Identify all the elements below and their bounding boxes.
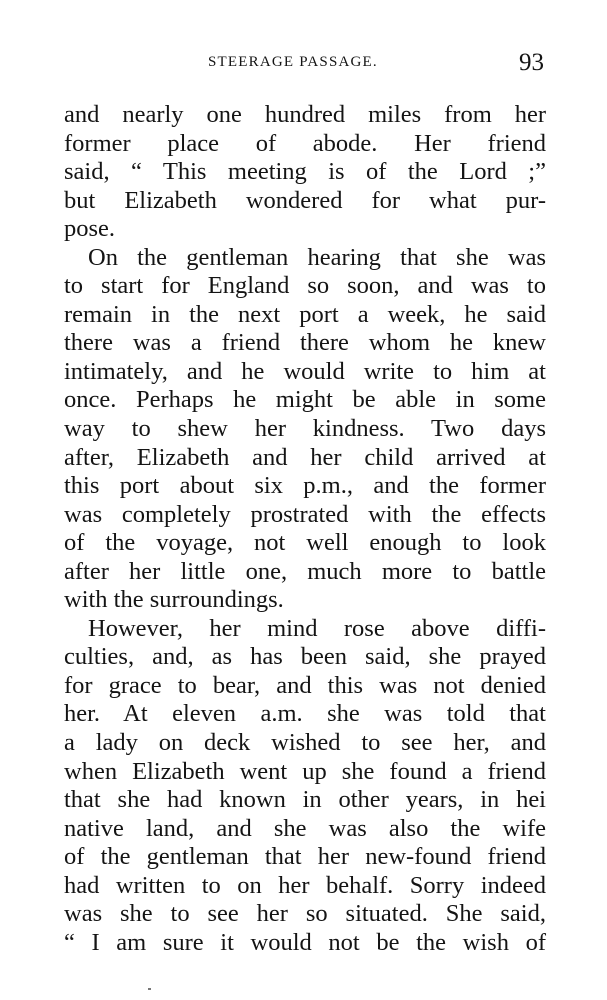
text-line: with the surroundings. <box>64 586 284 614</box>
text-line: and nearly one hundred miles from her <box>64 101 546 128</box>
page-header <box>0 49 607 82</box>
text-line: to start for England so soon, and was to <box>64 272 546 300</box>
text-line: a lady on deck wished to see her, and <box>64 729 546 757</box>
text-line: after, Elizabeth and her child arrived at <box>64 443 546 471</box>
text-line: On the gentleman hearing that she was <box>88 243 546 271</box>
text-line: when Elizabeth went up she found a friend <box>64 757 546 785</box>
text-line: of the voyage, not well enough to look <box>64 529 546 557</box>
text-line: of the gentleman that her new-found friend <box>64 843 546 871</box>
ink-speck <box>148 988 151 990</box>
text-line: this port about six p.m., and the former <box>64 472 546 500</box>
text-line: her. At eleven a.m. she was told that <box>64 700 546 728</box>
text-line: was she to see her so situated. She said, <box>64 900 546 928</box>
text-line: that she had known in other years, in hei <box>64 786 546 814</box>
text-line: remain in the next port a week, he said <box>64 300 546 328</box>
text-line: pose. <box>64 215 116 243</box>
text-line: but Elizabeth wondered for what pur- <box>64 186 546 214</box>
text-line: intimately, and he would write to him at <box>64 357 546 385</box>
text-line: once. Perhaps he might be able in some <box>64 386 546 414</box>
text-line: for grace to bear, and this was not denied <box>64 671 546 699</box>
text-line: after her little one, much more to battle <box>64 557 546 585</box>
running-head: STEERAGE PASSAGE. <box>208 54 378 70</box>
text-line: “ I am sure it would not be the wish of <box>64 928 546 956</box>
text-line: was completely prostrated with the effects <box>64 500 546 528</box>
text-line: former place of abode. Her friend <box>64 129 546 157</box>
text-line: culties, and, as has been said, she prayed <box>64 643 546 671</box>
text-line: However, her mind rose above diffi- <box>88 614 546 642</box>
body-text <box>64 101 546 957</box>
text-line: way to shew her kindness. Two days <box>64 415 546 443</box>
text-line: had written to on her behalf. Sorry indeed <box>64 871 546 899</box>
text-line: there was a friend there whom he knew <box>64 329 546 357</box>
page-number: 93 <box>519 49 544 76</box>
text-line: said, “ This meeting is of the Lord ;” <box>64 158 546 186</box>
text-line: native land, and she was also the wife <box>64 814 546 842</box>
